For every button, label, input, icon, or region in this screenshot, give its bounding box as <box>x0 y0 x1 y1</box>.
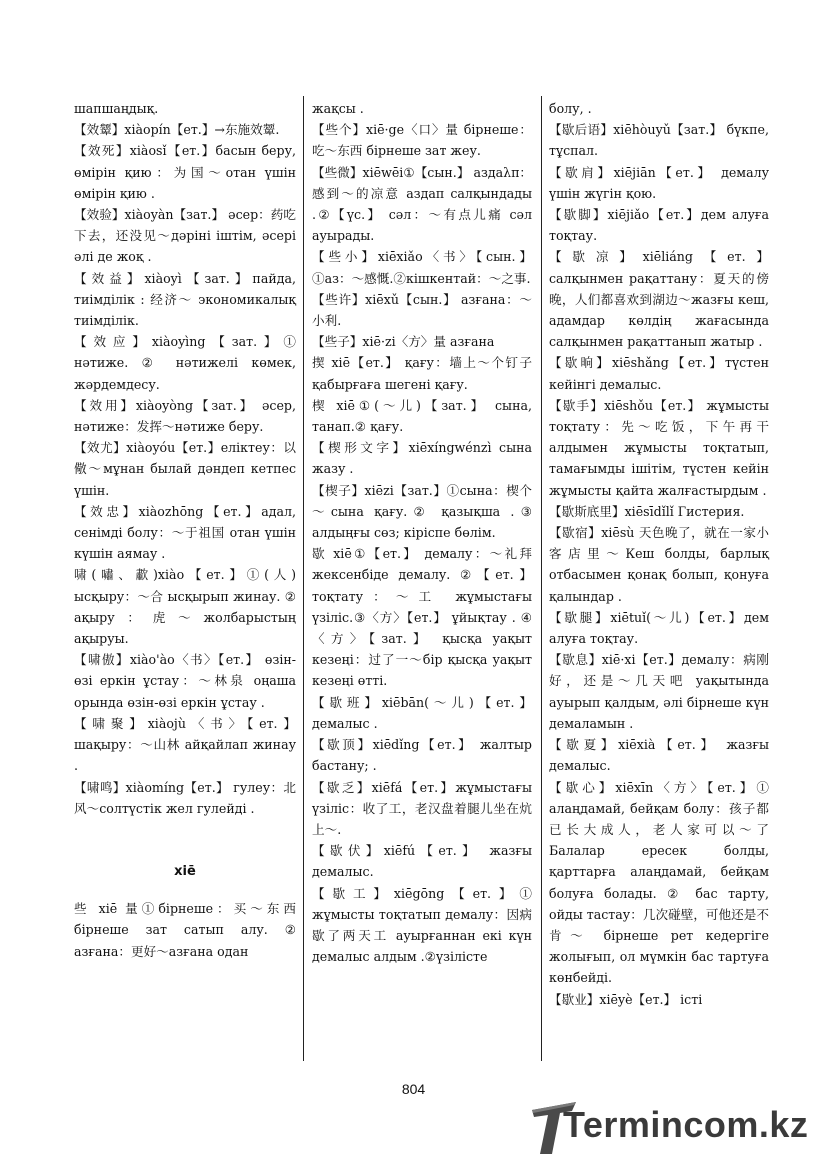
dictionary-entry: 歇 xiē①【ет.】 демалу：～礼拜 жексенбіде демалу. ②【ет.】 тоқтату：～工 жұмыстағы үзіліс.③〈方〉【ет.】 ұйықтау . ④〈方〉【зат.】 қысқа уақыт кезеңі：过了一～бір қысқа уақыт кезеңі өтті. <box>312 546 532 689</box>
dictionary-entry: 【歇心】xiēxīn〈方〉【ет.】① алаңдамай, бейқам болу：孩子都已长大成人，老人家可以～了 Балалар ересек болды, қарттарға алаңдамай, бейқам болуға болады. ② бас тарту, ойды тастау：几次碰壁，可他还是不肯～ бірнеше рет кедергіге жолығып, ол мүмкін бас тартуға көнбейді. <box>549 779 769 986</box>
dictionary-entry: 啸(嘯、歗)xiào【ет.】①(人) ысқыру：～合 ысқырып жинау. ② ақыру：虎～жолбарыстың ақыруы. <box>74 567 296 647</box>
dictionary-entry: 些 xiē 量①бірнеше：买～东西 бірнеше зат сатып алу. ② азғана：更好～азғана одан <box>74 901 296 959</box>
dictionary-entry: 【效应】xiàoyìng【зат.】① нәтиже. ② нәтижелі көмек, жәрдемдесу. <box>74 334 296 392</box>
dictionary-entry: 【楔子】xiēzi【зат.】①сына：楔个～сына қағу.② қазықша .③ алдыңғы сөз; кіріспе бөлім. <box>312 482 532 541</box>
dictionary-entry: 【啸鸣】xiàomíng【ет.】 гулеу：北风～солтүстік жел гулейді . <box>74 779 296 816</box>
dictionary-entry: 【歇工】xiēgōng【ет.】① жұмысты тоқтатып демалу：因病歇了两天工 ауырғаннан екі күн демалыс алдым .②үзілісте <box>312 885 532 965</box>
column-divider-left <box>303 96 304 1061</box>
dictionary-entry: 【效死】xiàosǐ【ет.】басын беру, өмірін қию：为国～отан үшін өмірін қию . <box>74 143 296 201</box>
page-number: 804 <box>401 1081 426 1097</box>
dictionary-entry: 【些小】xiēxiǎo〈书〉【сын.】①аз：～感慨.②кішкентай：～之事. <box>312 249 532 286</box>
dictionary-entry: 【楔形文字】xiēxíngwénzì сына жазу . <box>312 440 532 477</box>
dictionary-entry: 【效用】xiàoyòng【зат.】 әсер, нәтиже：发挥～нәтиже беру. <box>74 397 296 435</box>
column-divider-right <box>541 96 542 1061</box>
dictionary-entry: 【些许】xiēxǔ【сын.】 азғана：～小利. <box>312 291 532 329</box>
dictionary-entry: 【效尤】xiàoyóu【ет.】еліктеу：以儆～мұнан былай дәндеп кетпес үшін. <box>74 440 296 498</box>
dictionary-entry: 【歇晌】xiēshǎng【ет.】түстен кейінгі демалыс. <box>549 355 769 392</box>
column-right <box>549 98 769 1057</box>
dictionary-entry: 揳 xiē【ет.】 қағу：墙上～个钉子 қабырғаға шегені қағу. <box>312 355 532 392</box>
column-middle <box>312 98 532 1057</box>
dictionary-entry: 【歇夏】xiēxià【ет.】 жазғы демалыс. <box>549 737 769 774</box>
dictionary-entry: 【些子】xiē·zi〈方〉量 азғана <box>312 334 495 350</box>
dictionary-entry: 【歇手】xiēshǒu【ет.】 жұмысты тоқтату：先～吃饭，下午再干 алдымен жұмысты тоқтатып, тамағымды ішітім, түстен кейін жұмысты қайта жалғастырдым . <box>549 397 769 498</box>
dictionary-entry: 【效颦】xiàopín【ет.】→东施效颦. <box>74 122 280 138</box>
termincom-logo <box>532 1102 817 1154</box>
dictionary-entry: 【歇肩】xiējiān【ет.】 демалу үшін жүгін қою. <box>549 164 769 201</box>
dictionary-entry: 【歇息】xiē·xi【ет.】демалу：病刚好，还是～几天吧 уақытында ауырып қалдым, әлі бірнеше күн демаламын . <box>549 652 769 731</box>
dictionary-entry: 【歇后语】xiēhòuyǔ【зат.】 бүкпе, тұспал. <box>549 122 769 159</box>
dictionary-entry: 【歇业】xiēyè【ет.】 істі <box>549 991 703 1007</box>
dictionary-entry: 【歇腿】xiētuǐ(～儿)【ет.】дем алуға тоқтау. <box>549 609 769 647</box>
dictionary-entry: 【些个】xiē·ge〈口〉量 бірнеше：吃～东西 бірнеше зат жеу. <box>312 122 532 159</box>
dictionary-entry: 【歇顶】xiēdǐng【ет.】 жалтыр бастану; . <box>312 737 532 774</box>
section-heading: xiē <box>174 863 196 879</box>
column-left <box>74 98 296 1057</box>
dictionary-entry: болу, . <box>549 101 592 116</box>
dictionary-entry: 【啸傲】xiào'ào〈书〉【ет.】 өзін-өзі еркін ұстау：～林泉 оңаша орында өзін-өзі еркін ұстау . <box>74 652 296 710</box>
dictionary-entry: 【歇凉】xiēliáng【ет.】 салқынмен рақаттану：夏天的傍晚，人们都喜欢到湖边～жазғы кеш, адамдар көлдің жағасында салқынмен рақаттанып жатыр . <box>549 249 769 350</box>
logo-wordmark: Termincom.kz <box>563 1104 809 1145</box>
dictionary-entry: 【歇斯底里】xiēsīdǐlǐ Гистерия. <box>549 503 745 519</box>
dictionary-entry: 【歇宿】xiēsù 天色晚了，就在一家小客店里～Кеш болды, барлық отбасымен қонақ болып, қонуға қалындар . <box>549 525 769 604</box>
dictionary-entry: 【效益】xiàoyì【зат.】пайда, тиімділік : 经济～ экономикалық тиімділік. <box>74 270 296 329</box>
dictionary-entry: 【效验】xiàoyàn【зат.】 әсер：药吃下去，还没见～дәріні іштім, әсері әлі де жоқ . <box>74 207 296 265</box>
dictionary-entry: 【歇脚】xiējiǎo【ет.】дем алуға тоқтау. <box>549 207 769 244</box>
dictionary-entry: 【歇乏】xiēfá【ет.】жұмыстағы үзіліс：收了工，老汉盘着腿儿坐在炕上～. <box>312 779 532 837</box>
dictionary-entry: 【歇班】xiēbān(～儿)【ет.】 демалыс . <box>312 694 532 731</box>
dictionary-entry: 楔 xiē①(～儿)【зат.】 сына, танап.② қағу. <box>312 397 532 435</box>
dictionary-entry: 【歇伏】xiēfú【ет.】 жазғы демалыс. <box>312 843 532 880</box>
dictionary-entry: жақсы . <box>312 101 364 116</box>
dictionary-entry: шапшаңдық. <box>74 101 159 116</box>
dictionary-entry: 【些微】xiēwēi①【сын.】 аздаλπ：感到～的凉意 аздап салқындады .②【үс.】 сәл：～有点儿痛 сәл ауырады. <box>312 164 532 244</box>
dictionary-entry: 【效忠】xiàozhōng【ет.】адал, сенімді болу：～于祖国 отан үшін күшін аямау . <box>74 503 296 562</box>
dictionary-entry: 【啸聚】xiàojù〈书〉【ет.】 шақыру：～山林 айқайлап жинау . <box>74 715 296 774</box>
